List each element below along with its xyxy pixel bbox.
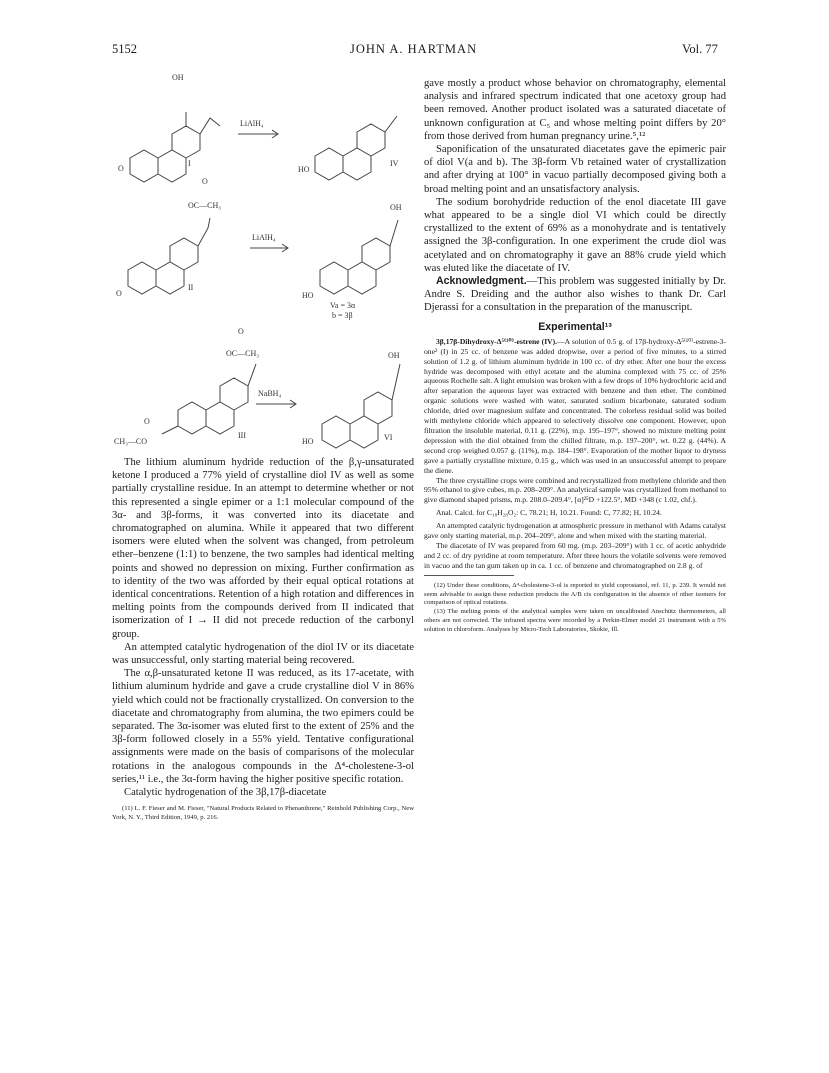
row3-reagent: NaBH₄ (258, 389, 282, 398)
row1-left-label: O (118, 164, 124, 173)
row2-reagent: LiAlH₄ (252, 233, 276, 242)
reaction-arrow-3 (256, 400, 296, 408)
experimental-paragraph-2: The three crystalline crops were combined and recrystallized from methylene chloride and then 95% ethanol to give cubes, m.p. 208–209°. An analytical sample was crystallized from methanol to give diamond shaped prisms, m.p. 208.0–209.4°, [α]²⁵D +122.5°, MD +348 (c 1.02, chf.). (424, 475, 726, 505)
compound-v-structure (320, 220, 398, 294)
row2-right-label: HO (302, 291, 314, 300)
reaction-arrow-2 (250, 244, 288, 252)
compound-heading: 3β,17β-Dihydroxy-Δ⁵⁽¹⁰⁾-estrene (IV). (436, 336, 558, 346)
row2-top-group-line2: OC—CH₃ (188, 201, 222, 210)
left-paragraph-4: Catalytic hydrogenation of the 3β,17β-diacetate (124, 787, 327, 799)
experimental-text-1: —A solution of 0.5 g. of 17β-hydroxy-Δ⁵⁽¹⁰⁾-estrene-3-one² (I) in 25 cc. of benzene was added dropwise, over a period of five minutes, to a stirred solution of 1.2 g. of lithium aluminum hydride in 100 cc. of dry ether. After one hour the excess hydride was decomposed with ethyl acetate and the alumina complexed with 75 cc. of 25% aqueous Rochelle salt. A light emulsion was broken with a few drops of 10% hydrochloric acid and after separation the aqueous layer was extracted with benzene and then ether. The combined organic solutions were washed with water, saturated sodium bicarbonate, saturated sodium chloride, dried over magnesium sulfate and concentrated. The colorless residual solid was boiled with methylene chloride which appeared to selectively dissolve one component. However, upon filtration the insoluble material, 0.11 g. (22%), m.p. 195–197°, showed no mixture melting point depression with the diol obtained from the chilled filtrate, m.p. 197–200°, wt. 0.22 g. (44%). A second crop weighed 0.057 g. (11%), m.p. 184–198°. Evaporation of the mother liquor to dryness gave a partially crystalline mixture, 0.15 g., which was used in an unsuccessful attempt to prepare the diene. (424, 336, 726, 475)
row2-right-note2: b = 3β (332, 311, 353, 320)
analysis-line: Anal. Calcd. for C₁₈H₂₈O₂: C, 78.21; H, 10.21. Found: C, 77.82; H, 10.24. (436, 508, 662, 518)
left-paragraph-2: An attempted catalytic hydrogenation of the diol IV or its diacetate was unsuccessful, only starting material being recovered. (112, 641, 414, 667)
footnote-11: (11) L. F. Fieser and M. Fieser, "Natural Products Related to Phenanthrene," Reinhold Publishing Corp., New York, N. Y., Third Edition, 1949, p. 216. (112, 805, 414, 822)
row1-left-numeral: I (188, 159, 191, 168)
volume-number: Vol. 77 (682, 42, 718, 56)
row3-top-group-line2: OC—CH₃ (226, 349, 260, 358)
reaction-scheme (110, 68, 420, 453)
running-author: JOHN A. HARTMAN (350, 42, 478, 56)
footnote-13: (13) The melting points of the analytical samples were taken on uncalibrated Anschütz thermometers, all others are not corrected. The infrared spectra were recorded by a Perkin-Elmer model 21 instrument with a 5% solution in chloroform. Analyses by Micro-Tech Laboratories, Skokie, Ill. (424, 608, 726, 633)
row3-left-numeral: III (238, 431, 246, 440)
right-paragraph-1: gave mostly a product whose behavior on chromatography, elemental analysis and infrared spectrum indicated that one acetoxy group had been removed. Another product isolated was a saturated diacetate of unknown configuration at C₅ and whose melting point differs by 20° from those derived from human pregnancy urine.⁵,¹² (424, 78, 726, 142)
footnote-12: (12) Under these conditions, Δ⁴-cholestene-3-ol is reported to yield coprostanol, ref. 11, p. 239. It would not seem advisable to assign these reduction products the A/B cis configuration in the absence of other isomers for comparison of optical rotations. (424, 581, 726, 607)
right-paragraph-2: Saponification of the unsaturated diacetates gave the epimeric pair of diol V(a and b). The 3β-form Vb retained water of crystallization and after drying at 100° in vacuo partially decomposed giving both a broad melting point and an unsatisfactory analysis. (424, 144, 726, 195)
row1-right-numeral: IV (390, 159, 399, 168)
row1-right-label: HO (298, 165, 310, 174)
right-paragraph-3: The sodium borohydride reduction of the enol diacetate III gave what appeared to be a single diol VI which could be directly crystallized to the extent of 69% as a monohydrate and is tentatively assigned the 3β-configuration. In one experiment the crude diol was acetylated and on chromatography it gave an 88% crude yield which was eluted like the diacetate of IV. (424, 196, 726, 274)
page-number: 5152 (112, 42, 137, 56)
compound-iv-structure (315, 116, 397, 180)
footnote-rule (424, 575, 514, 576)
row3-right-numeral: VI (384, 433, 393, 442)
reaction-arrow-1 (238, 130, 278, 138)
row3-top-group-line1: O (238, 327, 244, 336)
acknowledgment-text: —This problem was suggested initially by Dr. Andre S. Dreiding and the author also wishes to thank Dr. Carl Djerassi for a consultation in the preparation of the manuscript. (424, 276, 726, 314)
row1-reagent: LiAlH₄ (240, 119, 264, 128)
row3-right-group: OH (388, 351, 400, 360)
compound-iii-structure (162, 364, 256, 434)
row3-left-label-line1: O (144, 417, 150, 426)
row1-top-group: OH (172, 73, 184, 82)
acknowledgment-heading: Acknowledgment. (436, 275, 527, 288)
row2-left-numeral: II (188, 283, 194, 292)
experimental-paragraph-3: An attempted catalytic hydrogenation at atmospheric pressure in methanol with Adams catalyst gave only starting material, m.p. 204–209°, alone and when mixed with the starting material. (424, 521, 726, 541)
footnotes-right (424, 582, 726, 635)
experimental-heading: Experimental¹³ (538, 320, 612, 333)
row3-right-label: HO (302, 437, 314, 446)
compound-ii-structure (128, 218, 210, 294)
row2-top-group-line1: O (202, 177, 208, 186)
footnotes-left (112, 805, 414, 823)
acknowledgment (424, 275, 726, 315)
row2-right-group: OH (390, 203, 402, 212)
row2-right-note1: Va = 3α (330, 301, 356, 310)
left-column (112, 456, 414, 823)
row2-left-label: O (116, 289, 122, 298)
left-paragraph-1: The lithium aluminum hydride reduction of the β,γ-unsaturated ketone I produced a 77% yield of crystalline diol IV as well as some partially crystalline residue. In an attempt to determine whether or not this represented a single epimer or a 1:1 molecular compound of the 3α- and 3β-forms, it was converted into its diacetate and chromatographed on alumina. While it appeared that two different isomers were eluted when the solvent was changed, from petroleum ether–benzene (1:1) to benzene, the two samples had identical melting points and showed no depression on mixing. Further confirmation as to identity of the two was afforded by their equal optical rotations at identical concentrations. Retention of a high rotation and differences in melting points from the compounds derived from II indicated that isomerization of I → II did not precede reduction of the carbonyl group. (112, 457, 414, 640)
row3-left-label: CH₃—CO (114, 437, 148, 446)
right-column (424, 77, 726, 634)
experimental-paragraph-1 (424, 337, 726, 476)
compound-i-structure (130, 112, 220, 182)
experimental-paragraph-4: The diacetate of IV was prepared from 60 mg. (m.p. 203–209°) with 1 cc. of acetic anhydride and 2 cc. of dry pyridine at room temperature. After three hours the volatile solvents were removed in vacuo and the tan gum taken up in ca. 1 cc. of benzene and chromatographed on 2.8 g. of (424, 540, 726, 570)
left-paragraph-3: The α,β-unsaturated ketone II was reduced, as its 17-acetate, with lithium aluminum hydride and gave a crude crystalline diol V in 86% yield which could not be fractionally crystallized. On conversion to the diacetate and chromatography from alumina, the two epimers could be separated. The 3α-isomer was eluted first to the extent of 25% and the 3β-form followed closely in a 55% yield. Tentative configurational assignments were made on the basis of comparisons of the molecular rotations in the analogous compounds in the Δ⁴-cholestene-3-ol series,¹¹ i.e., the 3α-form having the higher positive specific rotation. (112, 668, 414, 785)
